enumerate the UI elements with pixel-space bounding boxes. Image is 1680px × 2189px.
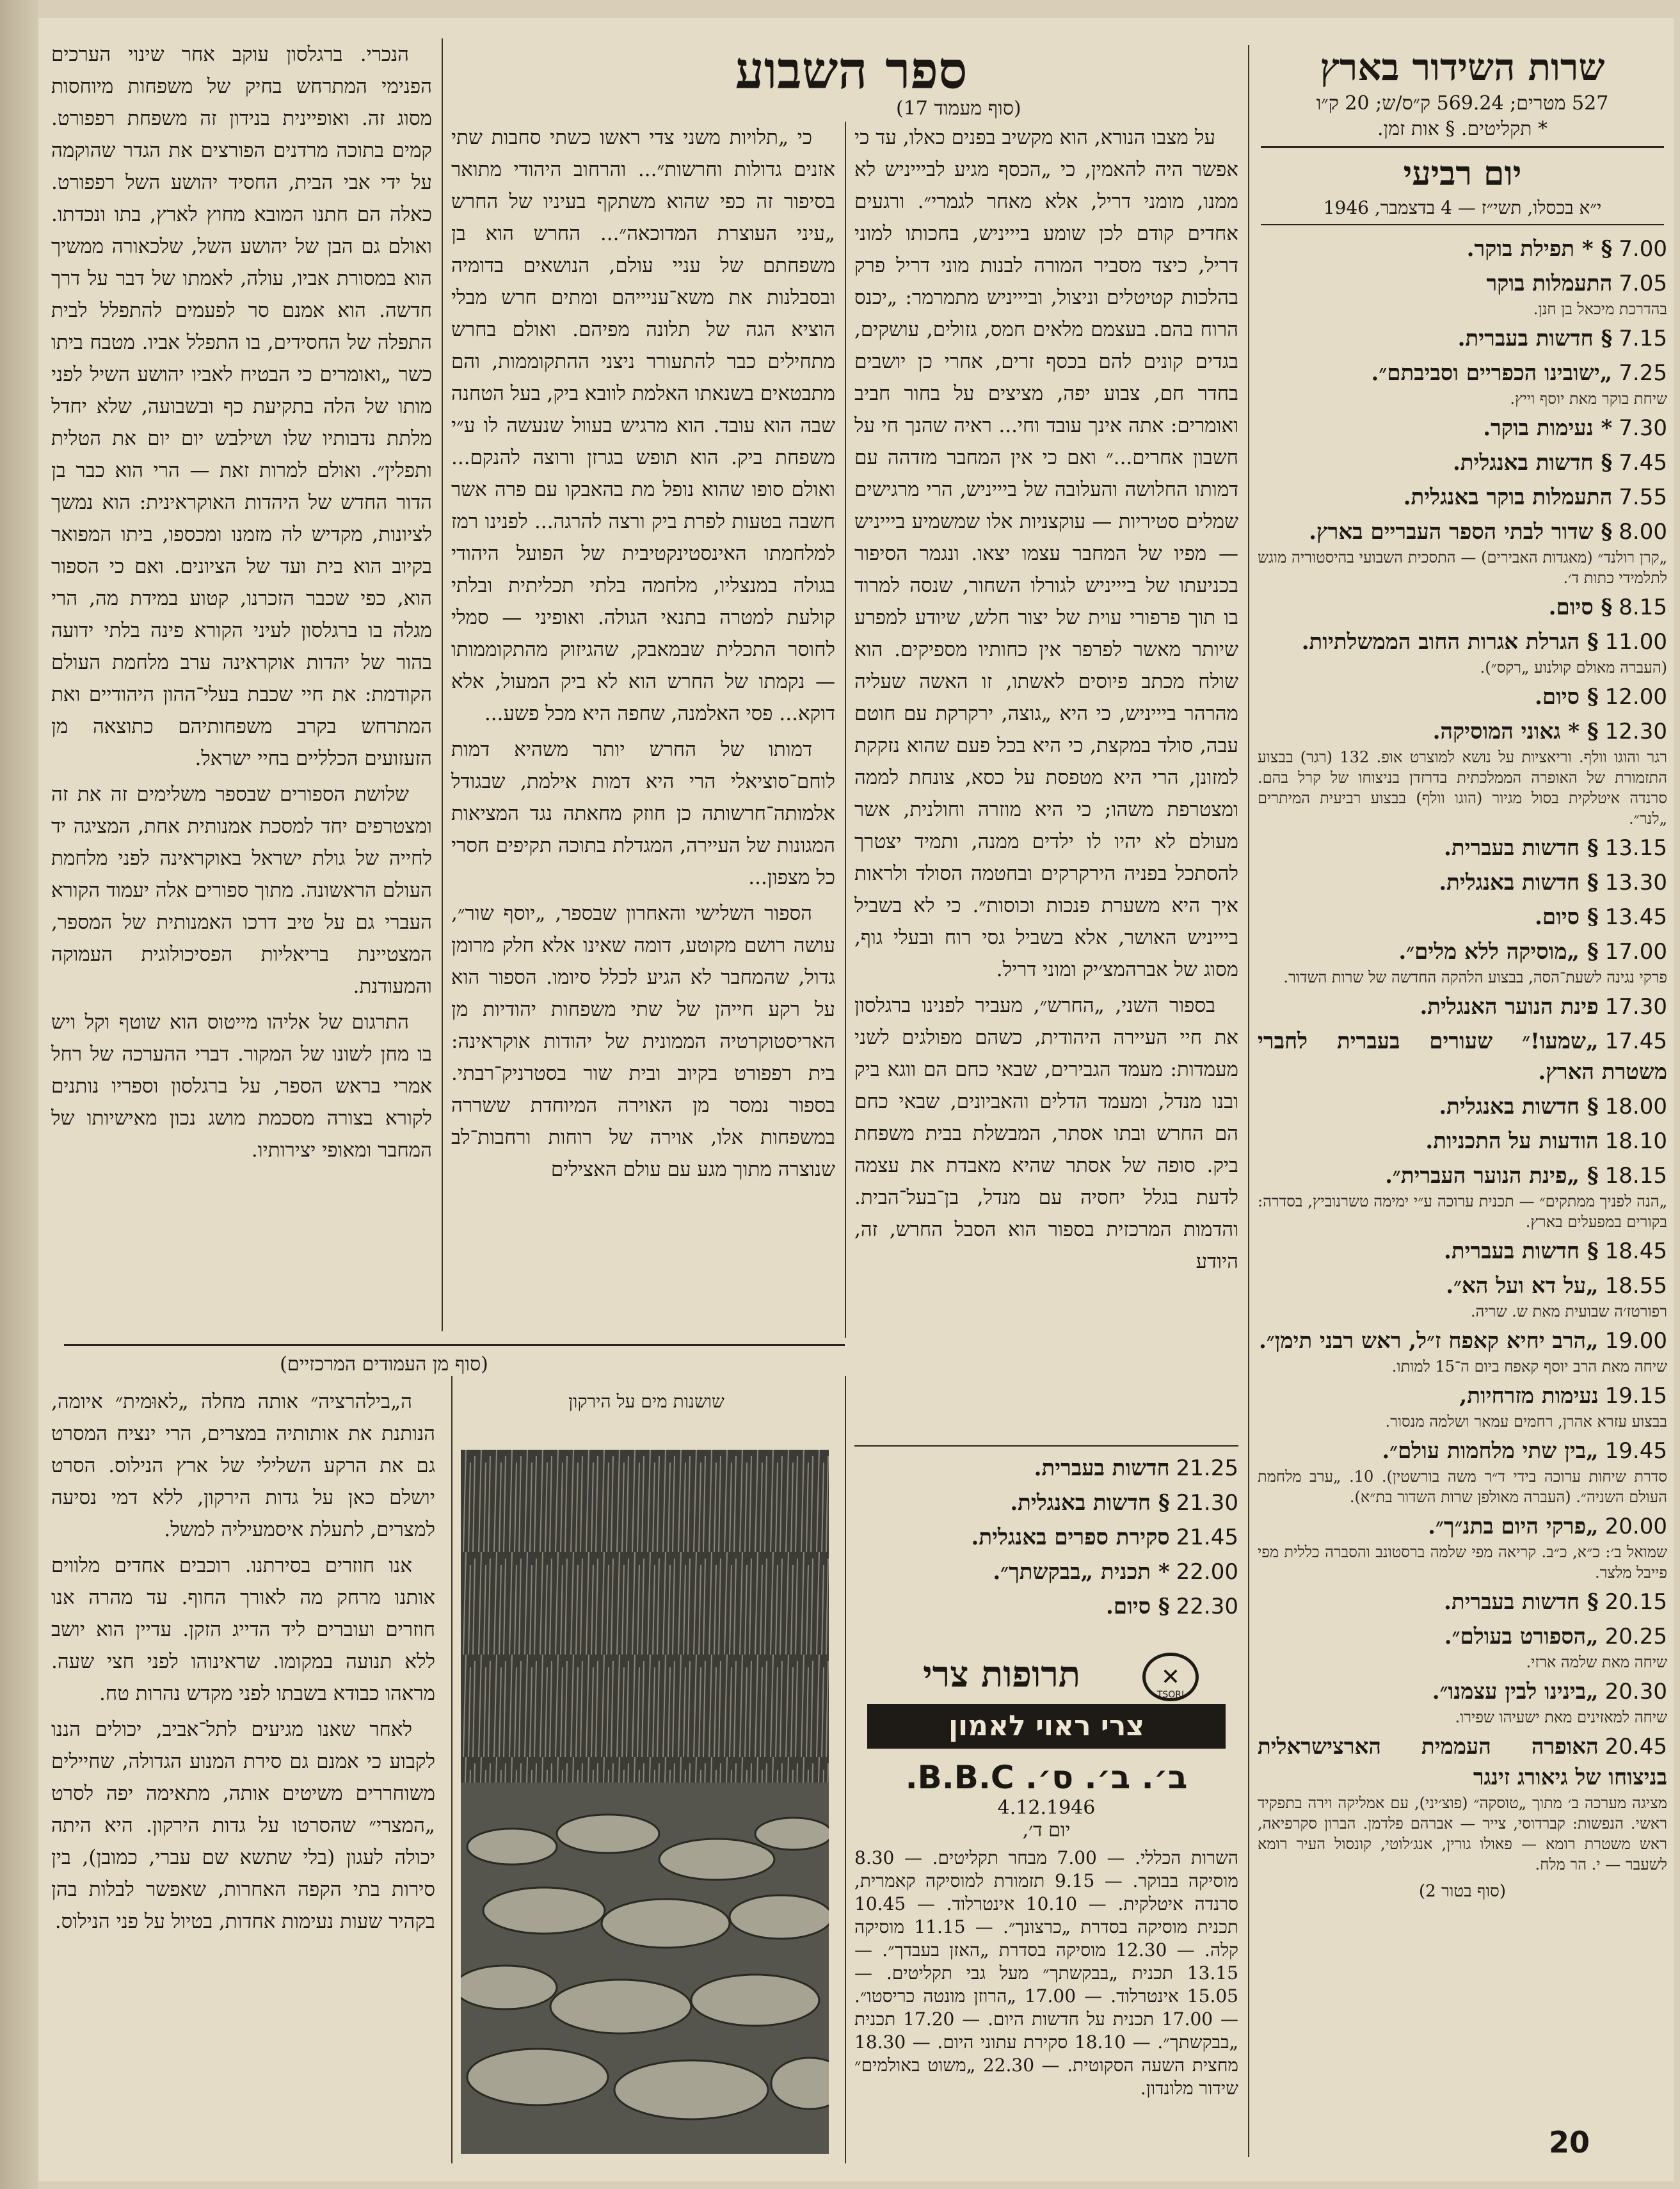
schedule-item-title — [1258, 1436, 1667, 1466]
schedule-item-time: 18.55 — [1604, 1273, 1667, 1299]
schedule-item-text: § חדשות בעברית. — [1444, 1239, 1599, 1264]
bbc-date: 4.12.1946 — [997, 1797, 1096, 1819]
lily-photo — [461, 1450, 829, 2154]
schedule-item-title — [1258, 517, 1667, 547]
schedule-item-title — [1258, 1381, 1667, 1411]
schedule-item-time: 13.45 — [1604, 904, 1667, 930]
tsori-slogan: צרי ראוי לאמון — [867, 1704, 1226, 1749]
schedule-item-text: * נעימות בוקר. — [1483, 415, 1613, 441]
book-spine — [0, 0, 38, 2189]
schedule-item — [1258, 1326, 1667, 1377]
tsori-brand: תרופות צרי — [923, 1653, 1080, 1696]
column-rule-2 — [845, 122, 846, 1338]
schedule-item-time: 20.45 — [1604, 1734, 1667, 1760]
schedule-item-text: „על דא ועל הא״. — [1446, 1273, 1599, 1299]
schedule-item-time: 7.05 — [1619, 271, 1667, 296]
schedule-item-text: § שדור לבתי הספר העבריים בארץ. — [1309, 519, 1613, 545]
tsori-ad — [867, 1650, 1226, 1752]
schedule-item-text: § חדשות באנגלית. — [1439, 870, 1599, 895]
schedule-item — [1258, 867, 1667, 898]
schedule-item-time: 7.00 — [1619, 236, 1667, 262]
schedule-item-time: 22.00 — [1176, 1559, 1238, 1585]
article-paragraph: בספור השני, „החרש״, מעביר לפנינו ברגלסון את חיי העיירה היהודית, כשהם מפולגים לשני מעמדות: מעמד הגבירים, שבאי כחם הם ווגא ביק ובנו מנדל, ומעמד הדלים והאביונים, שבאי כחם הם החרש ובתו אסתר, המבשלת בבית משפחת ביק. סופה של אסתר שהיא מאבדת את עצמה לדעת בגלל יחסיה עם מנדל, בן־בעל־הבית. והדמות המרכזית בספור הוא הסבל החרש, זה, היודע — [854, 994, 1238, 1273]
schedule-item-desc: בבצוע עזרא אהרן, רחמים עמאר ושלמה מנסור. — [1385, 1413, 1667, 1431]
schedule-item-text: סקירת ספרים באנגלית. — [971, 1525, 1170, 1550]
schedule-item — [1258, 936, 1667, 988]
schedule-item — [1258, 1731, 1667, 1875]
schedule-item — [854, 1453, 1238, 1484]
schedule-item-desc: שיחה מאת הרב יוסף קאפח ביום ה־15 למותו. — [1391, 1358, 1667, 1375]
radio-continued-note: (סוף בטור 2) — [1419, 1882, 1506, 1901]
schedule-item-title — [1258, 592, 1667, 623]
schedule-item-title — [854, 1453, 1238, 1484]
schedule-item-title — [1258, 234, 1667, 264]
schedule-item-time: 21.45 — [1176, 1525, 1238, 1550]
tsori-logo-text: TSORI — [1156, 1690, 1185, 1700]
schedule-item-text: „הספורט בעולם״. — [1444, 1624, 1599, 1649]
schedule-item — [1258, 592, 1667, 623]
schedule-item-text: נעימות מזרחיות, — [1459, 1383, 1599, 1409]
schedule-item-title — [1258, 1676, 1667, 1707]
schedule-item-title — [1258, 902, 1667, 933]
schedule-item-time: 18.10 — [1604, 1128, 1667, 1154]
book-continued-from: (סוף מעמוד 17) — [896, 97, 1021, 120]
schedule-item — [1258, 1236, 1667, 1267]
schedule-item-title — [1258, 1160, 1667, 1191]
schedule-item-time: 11.00 — [1604, 629, 1667, 655]
schedule-item — [1258, 323, 1667, 354]
schedule-item-desc: „קרן רולנד״ (מאגדות האבירים) — התסכית השבועי בהיסטוריה מוגש לתלמידי כתות ד׳. — [1258, 549, 1667, 587]
schedule-item-time: 19.45 — [1604, 1438, 1667, 1464]
schedule-item — [1258, 1026, 1667, 1087]
column-rule-1 — [1248, 45, 1249, 2157]
schedule-item-time: 18.15 — [1604, 1163, 1667, 1189]
schedule-item-text: § * גאוני המוסיקה. — [1432, 719, 1599, 744]
article-paragraph: על מצבו הנורא, הוא מקשיב בפנים כאלו, עד כי אפשר היה להאמין, כי „הכסף מגיע לביייניש לא ממנו, מומני דריל, אלא מאחר לגמרי״. ורגעים אחדים קודם לכן שומע ביייניש, בחכותו למוני דריל, כיצד מסביר המורה לבנות מוני דריל פרק בהלכות קטיטלים וניצול, וביייניש מתמרמר: „יכנס הרוח בהם. בעצמם מלאים חמס, גזולים, עושקים, בגדים קונים להם בכסף זרים, אחרי כן יושבים בחדר חם, צבוע יפה, מציצים על בחור חביב ואומרים: אתה אינך עובד וחי... ראיה שהנך חי על חשבון אחרים...״ ואם כי אין המחבר מזדהה עם דמותו החלושה והעלובה של ביייניש, הרי מרגישים שמלים סטיריות — עוקצניות אלו שמשמיע ביייניש — מפיו של המחבר עצמו יצאו. ונגמר הסיפור בכניעתו של ביייניש לגורלו השחור, שנסה למרוד בו תוך פרפורי עוית של יצור חלש, שיודע למפרע שיותר מאשר לפרפר אין כחותיו מספיקים. הוא שולח מכתב פיוסים לאשתו, זו האשה שעליה מהרהר ביייניש, כי היא „גוצה, ירקרקת עם חוטם עבה, סולד במקצת, כי היא בכל פעם שהוא נזקקת למזונן, הרי היא מטפסת על כסא, צונחת לממה ומצטרפת משהו; כי היא מוזרה וחולנית, אשר מעולם לא יהיו לו ילדים ממנה, ותמיד יצטרך להסתכל בפניה הירקרקים ובחטמה הסולד ולראות איך היא משערת פנכות וכוסות״. כי לא בשביל ביייניש האושר, אלא בשביל גסי רוח ובעלי גוף, מסוג של אברהמצ׳יק ומוני דריל. — [854, 126, 1238, 981]
column-rule-3 — [442, 38, 443, 1331]
schedule-item-desc: רגר והוגו וולף. וריאציות על נושא למוצרט אופ. 132 (רגר) בבצוע התזמורת של האופרה הממלכתית בדרזדן בניצוחו של קרל בהם. סרנדה איטלקית בסול מגיור (הוגו וולף) בבצוע רביעית המיתרים „לנר״. — [1258, 748, 1667, 828]
schedule-item-title — [1258, 1587, 1667, 1617]
schedule-item — [1258, 682, 1667, 712]
column-rule-5 — [451, 1376, 452, 2163]
schedule-item — [1258, 716, 1667, 829]
schedule-item — [1258, 1587, 1667, 1617]
radio-cont-list — [854, 1453, 1238, 1622]
schedule-item-text: § חדשות בעברית. — [1457, 326, 1613, 351]
schedule-item — [1258, 482, 1667, 513]
schedule-item-title — [1258, 833, 1667, 863]
radio-cont-rule — [854, 1445, 1238, 1447]
schedule-item — [1258, 1381, 1667, 1432]
schedule-item-time: 8.15 — [1619, 595, 1667, 620]
radio-date-rule — [1261, 224, 1664, 225]
schedule-item-text: „פרקי היום בתנ״ך״. — [1428, 1514, 1599, 1539]
schedule-item-time: 12.00 — [1604, 684, 1667, 710]
schedule-item-title — [1258, 1326, 1667, 1356]
schedule-item-desc: „הנה לפניך ממתקים״ — תכנית ערוכה ע״י ימימה טשרנוביץ, בסדרה: בקורים במפעלים בארץ. — [1258, 1192, 1667, 1231]
schedule-item-desc: מציגה מערכה ב׳ מתוך „טוסקה״ (פוצ׳יני), עם אמליקה וירה בתפקיד ראשי. הנפשות: קברדוסי, צייר — אברהם פלדמן. הברון סקרפיאה, ראש משטרת רומא — פאולו גורין, אנג׳לוטי, קונסול העיר רומא לשעבר — י. הר מלח. — [1258, 1794, 1667, 1873]
schedule-item-title — [854, 1557, 1238, 1587]
schedule-item-text: פינת הנוער האנגלית. — [1420, 994, 1599, 1020]
schedule-item-title — [1258, 1026, 1667, 1087]
column-rule-4 — [845, 1376, 846, 2163]
schedule-item-desc: רפורטז׳ה שבועית מאת ש. שריה. — [1471, 1303, 1667, 1320]
radio-frequency-line: 527 מטרים; 569.24 ק״ס/ש; 20 ק״ו — [1316, 92, 1609, 115]
schedule-item-text: § סיום. — [1548, 595, 1613, 620]
schedule-item — [1258, 627, 1667, 678]
schedule-item-time: 7.25 — [1619, 360, 1667, 386]
schedule-item-title — [1258, 991, 1667, 1022]
schedule-item-title — [854, 1522, 1238, 1553]
radio-schedule-list — [1258, 234, 1667, 1875]
schedule-item-title — [1258, 268, 1667, 299]
schedule-item — [854, 1487, 1238, 1518]
lower-left-article — [51, 1386, 435, 2160]
schedule-item — [1258, 268, 1667, 319]
book-review-title: ספר השבוע — [735, 40, 968, 100]
schedule-item-text: § סיום. — [1535, 684, 1599, 710]
schedule-item-desc: שיחה למאזינים מאת ישעיהו שפירו. — [1455, 1708, 1667, 1726]
schedule-item-title — [1258, 1731, 1667, 1793]
schedule-item-time: 21.25 — [1176, 1455, 1238, 1481]
schedule-item-time: 13.30 — [1604, 870, 1667, 895]
radio-cont-schedule — [854, 1453, 1238, 1645]
schedule-item-time: 20.00 — [1604, 1514, 1667, 1539]
radio-day-title: יום רביעי — [1403, 154, 1522, 193]
page-number: 20 — [1549, 2125, 1590, 2160]
schedule-item-text: § „פינת הנוער העברית״. — [1385, 1163, 1599, 1189]
article-paragraph: שלושת הספורים שבספר משלימים זה את זה ומצטרפים יחד למסכת אמנותית אחת, המציגה יד לחייה של גולת ישראל באוקראינה לפני מלחמת העולם הראשונה. מתוך ספורים אלה יעמוד הקורא העברי גם על טיב דרכו האמנותית של המספר, המצטיינת בריאליות הפסיכולוגית העמוקה והמעודנת. — [51, 783, 432, 998]
schedule-item-time: 17.45 — [1604, 1029, 1667, 1054]
schedule-item-text: „ישובינו הכפריים וסביבתם״. — [1371, 360, 1613, 386]
schedule-item-text: § חדשות באנגלית. — [1452, 450, 1613, 476]
schedule-item-time: 20.30 — [1604, 1679, 1667, 1704]
book-column-b — [451, 122, 835, 1325]
schedule-item — [1258, 902, 1667, 933]
schedule-item-title — [1258, 1126, 1667, 1157]
schedule-item-desc: פרקי נגינה לשעת־הסה, בבצוע הלהקה החדשה של שרות השדור. — [1283, 968, 1667, 986]
book-column-c — [51, 38, 432, 1325]
schedule-item-text: § סיום. — [1535, 904, 1599, 930]
schedule-item-time: 19.00 — [1604, 1328, 1667, 1354]
schedule-item-time: 8.00 — [1619, 519, 1667, 545]
article-paragraph: ה„בילהרציה״ אותה מחלה „לאוּמית״ איומה, הנותנת את אותותיה במצרים, הרי ינציח המסרט גם את הרקע השלילי של ארץ הנילוס. הסרט יושלם כאן על גדות הירקון, ללא דמי נסיעה למצרים, לתעלת איסמעיליה למשל. — [51, 1390, 435, 1541]
schedule-item-text: § חדשות בעברית. — [1444, 835, 1599, 861]
water-lilies-illustration — [461, 1450, 829, 2154]
schedule-item-desc: שמואל ב׳: כ״א, כ״ב. קריאה מפי שלמה ברסטונב והסברה כללית מפי פייבל מלצר. — [1258, 1543, 1667, 1582]
schedule-item — [1258, 413, 1667, 444]
schedule-item-time: 21.30 — [1176, 1490, 1238, 1516]
schedule-item — [1258, 234, 1667, 264]
schedule-item — [1258, 1621, 1667, 1672]
schedule-item-time: 7.55 — [1619, 485, 1667, 510]
article-paragraph: אנו חוזרים בסירתנו. רוכבים אחדים מלווים אותנו מרחק מה לאורך החוף. עד מהרה אנו חוזרים ועוברים ליד הדייג הזקן. עדיין הוא יושב ללא תנועה במקומו. שראינוהו לפני חצי שעה. מראהו כבודא בשבתו לפני מקדש נהרות טח. — [51, 1554, 435, 1705]
schedule-item — [854, 1591, 1238, 1622]
schedule-item-text: § * תפילת בוקר. — [1466, 236, 1613, 262]
schedule-item-title — [1258, 1236, 1667, 1267]
schedule-item-text: § הגרלת אגרות החוב הממשלתיות. — [1301, 629, 1599, 655]
schedule-item-title — [1258, 867, 1667, 898]
article-paragraph: התרגום של אליהו מייטוס הוא שוטף וקל ויש בו מחן לשונו של המקור. דברי ההערכה של רחל אמרי בראש הספר, על ברגלסון וספריו נותנים לקורא בצורה מסכמת מושג נכון מאישיותו של המחבר ומאופי יצירותיו. — [51, 1011, 432, 1162]
schedule-item — [1258, 833, 1667, 863]
radio-title-rule — [1261, 146, 1664, 148]
schedule-item-time: 17.30 — [1604, 994, 1667, 1020]
article-paragraph: הספור השלישי והאחרון שבספר, „יוסף שור״, עושה רושם מקוטע, דומה שאינו אלא חלק מרומן גדול, שהמחבר לא הגיע לכלל סיומו. הספור הוא על רקע חייהן של שתי משפחות יהודיות מן האריסטוקרטיה הממונית של יהודות אוקראינה: בית רפפורט בקיוב ובית שור בסטרניק־רבתי. בספור נמסר מן האוירה המיוחדת ששררה במשפחות אלו, אוירה של רוחות ורחבות־לב שנוצרה מתוך מגע עם עולם האצילים — [451, 902, 835, 1181]
schedule-item-time: 20.25 — [1604, 1624, 1667, 1649]
schedule-item-title — [1258, 1091, 1667, 1122]
schedule-item-title — [1258, 716, 1667, 747]
schedule-item-time: 18.45 — [1604, 1239, 1667, 1264]
schedule-item — [1258, 1436, 1667, 1507]
schedule-item-title — [1258, 413, 1667, 444]
schedule-item — [1258, 1271, 1667, 1322]
schedule-item-time: 22.30 — [1176, 1594, 1238, 1619]
schedule-item-title — [1258, 323, 1667, 354]
schedule-item-text: האופרה העממית הארצישראלית בניצוחו של גיאורג זינגר — [1258, 1734, 1667, 1790]
schedule-item-text: § חדשות באנגלית. — [1010, 1490, 1170, 1516]
schedule-item-title — [1258, 682, 1667, 712]
schedule-item-text: § חדשות באנגלית. — [1439, 1094, 1599, 1119]
schedule-item-title — [1258, 447, 1667, 478]
schedule-item-text: § „מוסיקה ללא מלים״. — [1398, 939, 1599, 965]
schedule-item-text: הודעות על התכניות. — [1425, 1128, 1599, 1154]
schedule-item — [854, 1522, 1238, 1553]
article-paragraph: דמותו של החרש יותר משהיא דמות לוחם־סוציאלי הרי היא דמות אילמת, שבגודל אלמותה־חרשותה כן חוזק מחאתה נגד המציאות המגונות של העיירה, המגדלת בתוכה תקיפים חסרי כל מצפון... — [451, 738, 835, 889]
schedule-item-text: § סיום. — [1106, 1594, 1170, 1619]
schedule-item-title — [1258, 358, 1667, 389]
article-paragraph: לאחר שאנו מגיעים לתל־אביב, יכולים הננו לקבוע כי אמנם גם סירת המנוע הגדולה, שחיילים משוחררים משיטים אותה, מתאימה יפה לסרט „המצרי״ שהסרטו על גדות הירקון. היא היתה יכולה לעגון (בלי שתשא שם עברי, כמובן), בין סירות בתי הקפה האחרות, שאפשר לבלות בהן בקהיר שעות נעימות אחדות, בטיול על פני הנילוס. — [51, 1718, 435, 1933]
schedule-item-desc: (העברה מאולם קולנוע „רקס״). — [1480, 659, 1667, 677]
schedule-item-desc: שיחה מאת שלמה ארזי. — [1526, 1653, 1667, 1671]
schedule-item-text: התעמלות בוקר באנגלית. — [1403, 485, 1613, 510]
schedule-item — [1258, 447, 1667, 478]
photo-caption: שושנות מים על הירקון — [568, 1391, 724, 1412]
schedule-item-time: 7.15 — [1619, 326, 1667, 351]
schedule-item-text: „הרב יחיא קאפח ז״ל, ראש רבני תימן״. — [1258, 1328, 1599, 1354]
schedule-item-text: „שמעו!״ שעורים בעברית לחברי משטרת הארץ. — [1258, 1029, 1667, 1085]
schedule-item-title — [1258, 1511, 1667, 1542]
schedule-item-title — [1258, 1271, 1667, 1301]
schedule-item-time: 13.15 — [1604, 835, 1667, 861]
bbc-day: יום ד׳, — [1022, 1819, 1071, 1841]
schedule-item-time: 18.00 — [1604, 1094, 1667, 1119]
schedule-item-desc: סדרת שיחות ערוכה בידי ד״ר משה בורשטין). 10. „ערב מלחמת העולם השניה״. (העברה מאולפן שרות השדור בת״א). — [1258, 1468, 1667, 1506]
schedule-item-text: „בין שתי מלחמות עולם״. — [1382, 1438, 1599, 1464]
schedule-item — [1258, 358, 1667, 409]
schedule-item — [1258, 517, 1667, 588]
schedule-item-title — [1258, 482, 1667, 513]
schedule-item-text: § חדשות בעברית. — [1444, 1589, 1599, 1615]
schedule-item-title — [1258, 936, 1667, 967]
schedule-item — [1258, 1126, 1667, 1157]
schedule-item-title — [1258, 1621, 1667, 1652]
radio-schedule — [1258, 234, 1667, 2122]
center-pages-continued: (סוף מן העמודים המרכזיים) — [280, 1353, 488, 1375]
schedule-item-text: חדשות בעברית. — [1034, 1455, 1170, 1481]
schedule-item-desc: בהדרכת מיכאל בן חנן. — [1533, 300, 1667, 318]
book-bottom-rule — [64, 1344, 845, 1346]
schedule-item-time: 17.00 — [1604, 939, 1667, 965]
tsori-logo-icon: ✕ — [1142, 1653, 1199, 1701]
schedule-item-title — [854, 1487, 1238, 1518]
bbc-body: השרות הכללי. — 7.00 מבחר תקליטים. — 8.30 מוסיקה בבוקר. — 9.15 תזמורת למוסיקה קאמרית, סרנדה איטלקית. — 10.10 אינטרלוד. — 10.45 תכנית מוסיקה בסדרת „כרצונך״. — 11.15 מוסיקה קלה. — 12.30 מוסיקה בסדרת „האזן בעבדך״. — 13.15 תכנית „בבקשתך״ מעל גבי תקליטים. — 15.05 אינטרלוד. — 17.00 „הרוזן מונטה כריסטו״. — 17.00 תכנית על חדשות היום. — 17.20 תכנית „בבקשתך״. — 18.10 סקירת עתוני היום. — 18.30 מחצית השעה הסקוטית. — 22.30 „משוט באולמים״ שידור מלונדון. — [854, 1847, 1238, 2099]
bbc-title: ב׳. ב׳. ס׳. B.B.C. — [905, 1759, 1188, 1796]
schedule-item-text: * תכנית „בבקשתך״. — [993, 1559, 1170, 1585]
schedule-item-text: „בינינו לבין עצמנו״. — [1432, 1679, 1599, 1704]
book-column-a — [854, 122, 1238, 1363]
schedule-item-time: 19.15 — [1604, 1383, 1667, 1409]
schedule-item — [1258, 991, 1667, 1022]
schedule-item-text: התעמלות בוקר — [1486, 271, 1613, 296]
schedule-item — [1258, 1676, 1667, 1728]
article-paragraph: הנכרי. ברגלסון עוקב אחר שינוי הערכים הפנימי המתרחש בחיק של משפחות מיוחסות מסוג זה. ואופיינית בנידון זה משפחת רפפורט. קמים בתוכה מרדנים הפורצים את הגדר שהוקמה על ידי אבי הבית, החסיד יהושע השל רפפורט. כאלה הם חתנו המובא מחוץ לארץ, בתו ונכדתו. ואולם גם הבן של יהושע השל, שלכאורה ממשיך הוא במסורת אביו, עולה, לאמתו של דבר על דרך חדשה. הוא אמנם סר לפעמים להתפלל לבית התפלה של החסידים, בו התפלל אביו. מטבח ביתו כשר „ואומרים כי הבטיח לאביו יהושע השיל לפני מותו של הלה בתקיעת כף ובשבועה, שלא יחדל מלתת נדבותיו שלו ושילבש יום יום את הטלית ותפלין״. ואולם למרות זאת — הרי הוא כבר בן הדור החדש של היהדות האוקראינית: הוא נמשך לציונות, מקדיש לה מזמנו ומכספו, ביתו המפואר בקיוב הוא בית ועד של הציונים. ואם כי הספור הוא, כפי שכבר הזכרנו, קטוע במידת מה, הרי מגלה בו ברגלסון לעיני הקורא פינה בלתי ידועה בהור של יהדות אוקראינה ערב מלחמת העולם הקודמת: את חיי שכבת בעלי־ההון היהודיים ואת המתרחש בקרב משפחותיהם כתוצאה מן הזעזועים הכלליים בחיי ישראל. — [51, 43, 432, 770]
schedule-item — [1258, 1091, 1667, 1122]
schedule-item — [1258, 1511, 1667, 1583]
radio-legend-line: * תקליטים. § אות זמן. — [1377, 118, 1548, 140]
schedule-item — [1258, 1160, 1667, 1232]
schedule-item-title — [1258, 627, 1667, 657]
article-paragraph: כי „תלויות משני צדי ראשו כשתי סחבות שתי אזנים גדולות וחרשות״... והרחוב היהודי מתואר בסיפור זה כפי שהוא משתקף בעיניו של החרש „עיני העוצרת המדוכאה״... החרש הוא בן משפחתם של עניי עולם, הנושאים בדומיה ובסבלנות את משא־עניייהם ומתים חרש מבלי הוציא הגה של תלונה מפיהם. ואולם בחרש מתחילים כבר להתעורר ניצני ההתקוממות, והם מתבטאים בשנאתו האלמת לוובא ביק, בעל הטחנה שבה הוא עובד. הוא מרגיש בעוול שנעשה לו ע״י משפחת ביק. הוא תופש בגרזן ורוצה להנקם... ואולם סופו שהוא נופל מת בהאבקו עם פרה אשר חשבה בטעות לפרת ביק ורצה להרגה... לפנינו רמז למלחמתו האינסטינקטיבית של הפועל היהודי בגולה במנצליו, מלחמה בלתי תכליתית ובלתי קולעת למטרה בתנאי הגולה. ואופיני — סמלי לחוסר התכלית שבמאבק, שהגיזוק מהתקוממותו — נקמתו של החרש הוא לא ביק המעול, אלא דוקא... פסי האלמנה, שחפה היא מכל פשע... — [451, 126, 835, 725]
schedule-item-time: 12.30 — [1604, 719, 1667, 744]
schedule-item-time: 7.30 — [1619, 415, 1667, 441]
radio-service-title: שרות השידור בארץ — [1320, 45, 1605, 89]
schedule-item-time: 20.15 — [1604, 1589, 1667, 1615]
schedule-item-time: 7.45 — [1619, 450, 1667, 476]
schedule-item — [854, 1557, 1238, 1587]
schedule-item-title — [854, 1591, 1238, 1622]
schedule-item-desc: שיחת בוקר מאת יוסף וייץ. — [1510, 390, 1667, 408]
radio-date-line: י״א בכסלו, תשי״ז — 4 בדצמבר, 1946 — [1323, 197, 1602, 218]
